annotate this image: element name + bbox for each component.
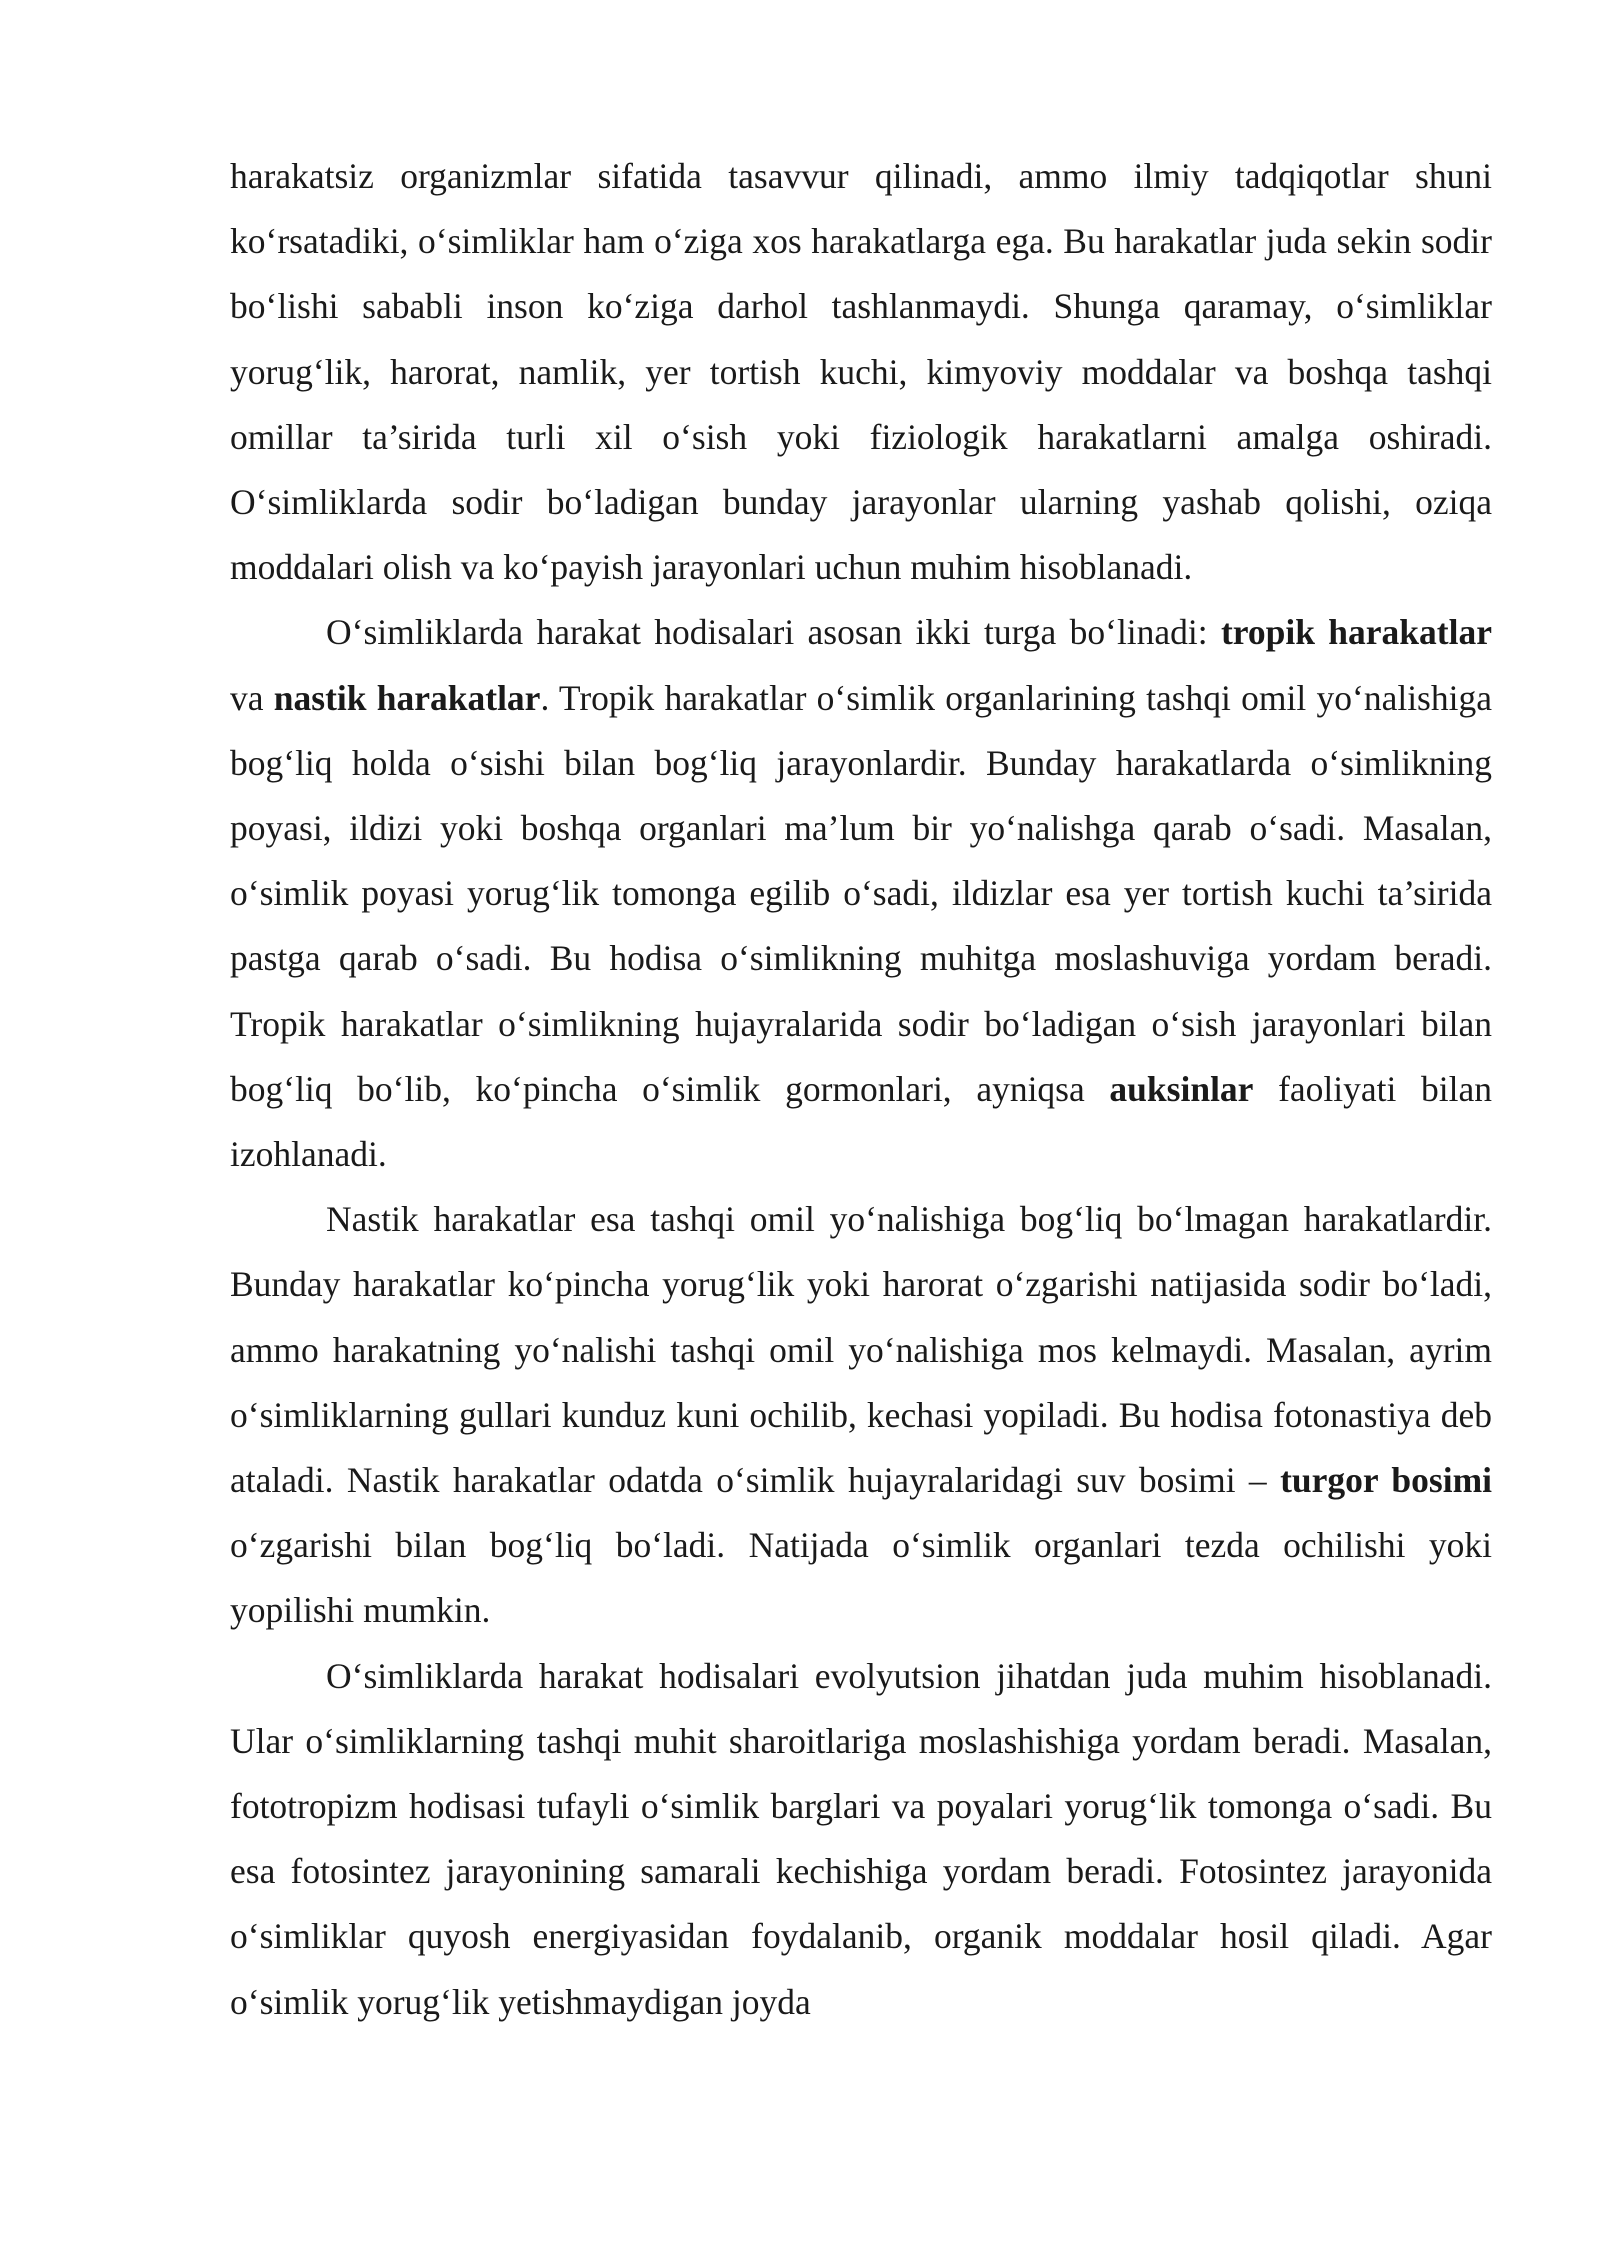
paragraph-3 xyxy=(230,1187,1492,1643)
text-run: Nastik harakatlar esa tashqi omil yoʻnalishiga bogʻliq boʻlmagan harakatlardir. Bunday harakatlar koʻpincha yorugʻlik yoki harorat oʻzgarishi natijasida sodir boʻladi, ammo harakatning yoʻnalishi tashqi omil yoʻnalishiga mos kelmaydi. Masalan, ayrim oʻsimliklarning gullari kunduz kuni ochilib, kechasi yopiladi. Bu hodisa fotonastiya deb ataladi. Nastik harakatlar odatda oʻsimlik hujayralaridagi suv bosimi – xyxy=(230,1199,1492,1501)
bold-term-nastik-harakatlar: nastik harakatlar xyxy=(273,677,541,718)
body-text xyxy=(230,144,1492,2035)
bold-term-auksinlar: auksinlar xyxy=(1109,1068,1254,1109)
text-run: . Tropik harakatlar oʻsimlik organlarining tashqi omil yoʻnalishiga bogʻliq holda oʻsishi bilan bogʻliq jarayonlardir. Bunday harakatlarda oʻsimlikning poyasi, ildizi yoki boshqa organlari ma’lum bir yoʻnalishga qarab oʻsadi. Masalan, oʻsimlik poyasi yorugʻlik tomonga egilib oʻsadi, ildizlar esa yer tortish kuchi ta’sirida pastga qarab oʻsadi. Bu hodisa oʻsimlikning muhitga moslashuviga yordam beradi. Tropik harakatlar oʻsimlikning hujayralarida sodir boʻladigan oʻsish jarayonlari bilan bogʻliq boʻlib, koʻpincha oʻsimlik gormonlari, ayniqsa xyxy=(230,677,1492,1109)
paragraph-2 xyxy=(230,600,1492,1187)
text-run: oʻzgarishi bilan bogʻliq boʻladi. Natijada oʻsimlik organlari tezda ochilishi yoki yopilishi mumkin. xyxy=(230,1525,1492,1631)
paragraph-4 xyxy=(230,1644,1492,2035)
text-run: Oʻsimliklarda harakat hodisalari asosan ikki turga boʻlinadi: xyxy=(326,612,1221,653)
bold-term-turgor-bosimi: turgor bosimi xyxy=(1280,1460,1493,1501)
text-run: harakatsiz organizmlar sifatida tasavvur qilinadi, ammo ilmiy tadqiqotlar shuni koʻrsatadiki, oʻsimliklar ham oʻziga xos harakatlarga ega. Bu harakatlar juda sekin sodir boʻlishi sababli inson koʻziga darhol tashlanmaydi. Shunga qaramay, oʻsimliklar yorugʻlik, harorat, namlik, yer tortish kuchi, kimyoviy moddalar va boshqa tashqi omillar ta’sirida turli xil oʻsish yoki fiziologik harakatlarni amalga oshiradi. Oʻsimliklarda sodir boʻladigan bunday jarayonlar ularning yashab qolishi, oziqa moddalari olish va koʻpayish jarayonlari uchun muhim hisoblanadi. xyxy=(230,156,1492,588)
text-run: faoliyati bilan izohlanadi. xyxy=(230,1068,1492,1175)
paragraph-1 xyxy=(230,144,1492,600)
bold-term-tropik-harakatlar: tropik harakatlar xyxy=(1220,612,1492,653)
text-run: Oʻsimliklarda harakat hodisalari evolyutsion jihatdan juda muhim hisoblanadi. Ular oʻsimliklarning tashqi muhit sharoitlariga moslashishiga yordam beradi. Masalan, fototropizm hodisasi tufayli oʻsimlik barglari va poyalari yorugʻlik tomonga oʻsadi. Bu esa fotosintez jarayonining samarali kechishiga yordam beradi. Fotosintez jarayonida oʻsimliklar quyosh energiyasidan foydalanib, organik moddalar hosil qiladi. Agar oʻsimlik yorugʻlik yetishmaydigan joyda xyxy=(230,1655,1492,2022)
text-run: va xyxy=(230,677,274,718)
